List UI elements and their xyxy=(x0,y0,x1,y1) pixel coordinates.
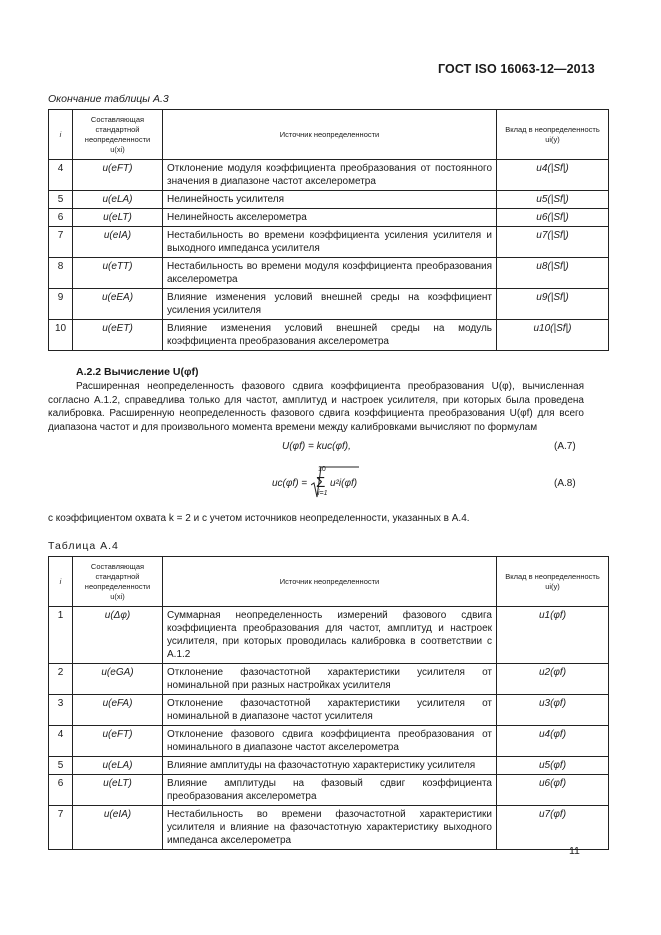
cell-contribution: u7(φf) xyxy=(497,806,609,850)
cell-index: 1 xyxy=(49,607,73,664)
header-component: Составляющая стандартной неопределенности u(xi) xyxy=(73,110,163,160)
cell-index: 5 xyxy=(49,191,73,209)
table-row xyxy=(49,227,609,258)
header-source: Источник неопределенности xyxy=(163,557,497,607)
cell-index: 6 xyxy=(49,209,73,227)
cell-contribution: u8(|Sf|) xyxy=(497,258,609,289)
table-row xyxy=(49,209,609,227)
cell-contribution: u4(φf) xyxy=(497,726,609,757)
formula-a8-lower-limit: i=1 xyxy=(318,490,328,497)
cell-source: Нелинейность усилителя xyxy=(163,191,497,209)
cell-component: u(eFT) xyxy=(73,726,163,757)
cell-contribution: u5(|Sf|) xyxy=(497,191,609,209)
page-number: 11 xyxy=(569,845,580,857)
formula-a8-lhs: uc(φf) = xyxy=(272,478,308,489)
cell-component: u(eET) xyxy=(73,320,163,351)
header-component: Составляющая стандартной неопределенности u(xi) xyxy=(73,557,163,607)
cell-source: Влияние амплитуды на фазовый сдвиг коэффициента преобразования акселерометра xyxy=(163,775,497,806)
section-title: А.2.2 Вычисление U(φf) xyxy=(76,366,199,378)
cell-source: Отклонение фазочастотной характеристики усилителя от номинальной в диапазоне частот усилителя xyxy=(163,695,497,726)
formula-a8-upper-limit: 10 xyxy=(318,466,326,473)
cell-index: 9 xyxy=(49,289,73,320)
cell-source: Нелинейность акселерометра xyxy=(163,209,497,227)
cell-component: u(eFA) xyxy=(73,695,163,726)
cell-contribution: u1(φf) xyxy=(497,607,609,664)
cell-component: u(eGA) xyxy=(73,664,163,695)
cell-contribution: u6(φf) xyxy=(497,775,609,806)
cell-contribution: u9(|Sf|) xyxy=(497,289,609,320)
cell-index: 7 xyxy=(49,227,73,258)
cell-source: Влияние амплитуды на фазочастотную характеристику усилителя xyxy=(163,757,497,775)
header-contribution: Вклад в неопределенность ui(y) xyxy=(497,557,609,607)
table-row xyxy=(49,775,609,806)
cell-component: u(eFT) xyxy=(73,160,163,191)
cell-index: 4 xyxy=(49,160,73,191)
cell-source: Отклонение фазочастотной характеристики усилителя от номинальной при разных настройках усилителя xyxy=(163,664,497,695)
sum-symbol: Σ xyxy=(316,474,326,491)
cell-index: 4 xyxy=(49,726,73,757)
table-row xyxy=(49,757,609,775)
cell-index: 7 xyxy=(49,806,73,850)
cell-contribution: u3(φf) xyxy=(497,695,609,726)
cell-contribution: u10(|Sf|) xyxy=(497,320,609,351)
cell-index: 5 xyxy=(49,757,73,775)
cell-contribution: u7(|Sf|) xyxy=(497,227,609,258)
table-a4-caption: Таблица А.4 xyxy=(48,540,119,552)
formula-a7: U(φf) = kuc(φf), xyxy=(282,441,351,452)
standard-number: ГОСТ ISO 16063-12—2013 xyxy=(438,62,595,76)
table-row xyxy=(49,289,609,320)
cell-component: u(eLT) xyxy=(73,775,163,806)
cell-index: 10 xyxy=(49,320,73,351)
cell-component: u(eIA) xyxy=(73,806,163,850)
cell-contribution: u4(|Sf|) xyxy=(497,160,609,191)
header-i: i xyxy=(49,557,73,607)
table-row xyxy=(49,191,609,209)
cell-component: u(Δφ) xyxy=(73,607,163,664)
cell-source: Влияние изменения условий внешней среды на модуль коэффициента преобразования акселерометра xyxy=(163,320,497,351)
cell-component: u(eTT) xyxy=(73,258,163,289)
cell-index: 6 xyxy=(49,775,73,806)
formula-a8-number: (А.8) xyxy=(554,478,576,489)
cell-source: Отклонение фазового сдвига коэффициента преобразования от номинального в диапазоне частот акселерометра xyxy=(163,726,497,757)
cell-contribution: u6(|Sf|) xyxy=(497,209,609,227)
cell-index: 3 xyxy=(49,695,73,726)
header-i: i xyxy=(49,110,73,160)
table-row xyxy=(49,320,609,351)
cell-component: u(eLA) xyxy=(73,757,163,775)
table-row xyxy=(49,695,609,726)
formula-a8-body: u²i(φf) xyxy=(330,478,358,489)
cell-source: Отклонение модуля коэффициента преобразования от постоянного значения в диапазоне частот акселерометра xyxy=(163,160,497,191)
table-row xyxy=(49,607,609,664)
table-a4 xyxy=(48,556,609,850)
section-paragraph: Расширенная неопределенность фазового сдвига коэффициента преобразования U(φ), вычисленная согласно А.1.2, справедлива только для частот, амплитуд и настроек усилителя, при которых была проведена калибровка. Расширенную неопределенность фазового сдвига коэффициента преобразования U(φf) для всего диапазона частот и для произвольного момента времени между калибровками вычисляют по формулам xyxy=(48,381,584,433)
cell-component: u(eLT) xyxy=(73,209,163,227)
table-row xyxy=(49,726,609,757)
formula-a7-number: (А.7) xyxy=(554,441,576,452)
cell-component: u(eIA) xyxy=(73,227,163,258)
table-header-row xyxy=(49,110,609,160)
table-row xyxy=(49,806,609,850)
table-row xyxy=(49,664,609,695)
cell-source: Нестабильность во времени коэффициента усиления усилителя и выходного импеданса усилителя xyxy=(163,227,497,258)
cell-index: 2 xyxy=(49,664,73,695)
cell-contribution: u5(φf) xyxy=(497,757,609,775)
cell-source: Нестабильность во времени модуля коэффициента преобразования акселерометра xyxy=(163,258,497,289)
cell-source: Влияние изменения условий внешней среды на коэффициент усиления усилителя xyxy=(163,289,497,320)
table-a3-caption: Окончание таблицы А.3 xyxy=(48,93,169,105)
cell-source: Нестабильность во времени фазочастотной характеристики усилителя и влияние на фазочастотную характеристику выходного импеданса акселерометра xyxy=(163,806,497,850)
cell-component: u(eLA) xyxy=(73,191,163,209)
header-source: Источник неопределенности xyxy=(163,110,497,160)
header-contribution: Вклад в неопределенность ui(y) xyxy=(497,110,609,160)
cell-index: 8 xyxy=(49,258,73,289)
table-row xyxy=(49,258,609,289)
cell-component: u(eEA) xyxy=(73,289,163,320)
table-row xyxy=(49,160,609,191)
table-a3 xyxy=(48,109,609,351)
cell-contribution: u2(φf) xyxy=(497,664,609,695)
coverage-text: с коэффициентом охвата k = 2 и с учетом источников неопределенности, указанных в А.4. xyxy=(48,513,470,524)
table-header-row xyxy=(49,557,609,607)
cell-source: Суммарная неопределенность измерений фазового сдвига коэффициента преобразования для частот, амплитуд и настроек усилителя, при которых проводилась калибровка в соответствии с А.1.2 xyxy=(163,607,497,664)
